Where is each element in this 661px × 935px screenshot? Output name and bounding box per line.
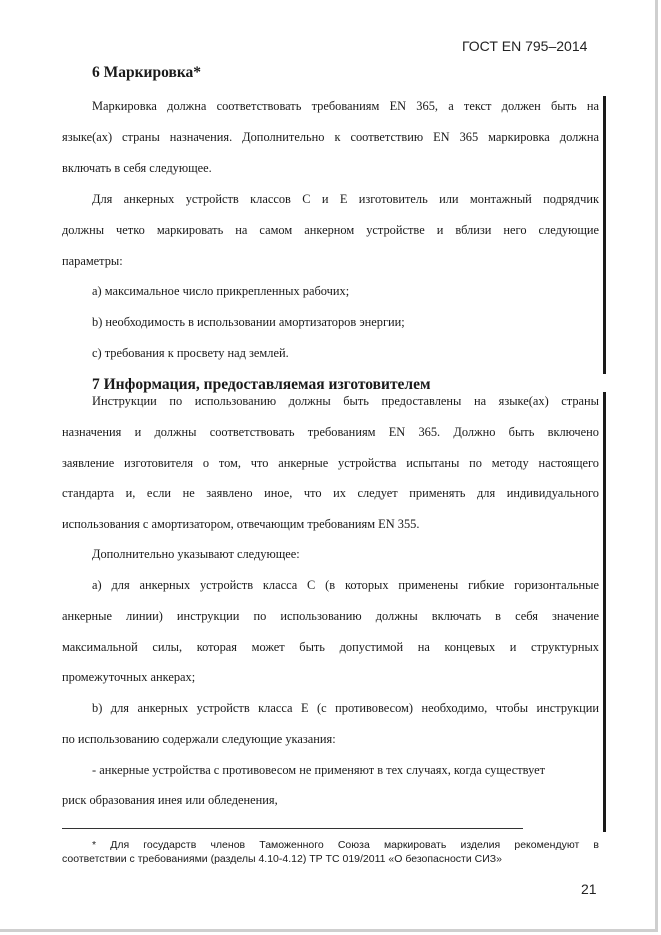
- paragraph-line: стандарта и, если не заявлено иное, что их следует применять для индивидуального: [62, 486, 599, 500]
- document-header: ГОСТ EN 795–2014: [462, 38, 588, 54]
- footnote-line: * Для государств членов Таможенного Союза маркировать изделия рекомендуют в: [92, 839, 599, 851]
- paragraph-line: заявление изготовителя о том, что анкерные устройства испытаны по методу настоящего: [62, 456, 599, 470]
- paragraph-line: включать в себя следующее.: [62, 161, 212, 175]
- paragraph-line: Инструкции по использованию должны быть предоставлены на языке(ах) страны: [92, 394, 599, 408]
- list-item: a) максимальное число прикрепленных рабочих;: [92, 284, 350, 298]
- change-bar: [603, 96, 606, 374]
- list-item-a: a) для анкерных устройств класса С (в которых применены гибкие горизонтальные: [92, 578, 599, 592]
- paragraph-line: Маркировка должна соответствовать требованиям EN 365, а текст должен быть на: [92, 99, 599, 113]
- list-item-a: анкерные линии) инструкции по использованию должны включать в себя значение: [62, 609, 599, 623]
- paragraph-line: параметры:: [62, 254, 123, 268]
- paragraph-line: использования с амортизатором, отвечающим требованиям EN 355.: [62, 517, 420, 531]
- footnote-line: соответствии с требованиями (разделы 4.10-4.12) ТР ТС 019/2011 «О безопасности СИЗ»: [62, 853, 502, 865]
- list-item-b: по использованию содержали следующие указания:: [62, 732, 336, 746]
- paragraph-line: должны четко маркировать на самом анкерном устройстве и вблизи него следующие: [62, 223, 599, 237]
- paragraph-line: назначения и должны соответствовать требованиям EN 365. Должно быть включено: [62, 425, 599, 439]
- dash-item: - анкерные устройства с противовесом не применяют в тех случаях, когда существует: [92, 763, 546, 777]
- list-item-b: b) для анкерных устройств класса Е (с противовесом) необходимо, чтобы инструкции: [92, 701, 599, 715]
- list-item-a: промежуточных анкерах;: [62, 670, 196, 684]
- section-6-heading: 6 Маркировка*: [92, 64, 202, 81]
- page-number: 21: [581, 881, 597, 897]
- paragraph-line: Для анкерных устройств классов С и Е изготовитель или монтажный подрядчик: [92, 192, 599, 206]
- section-7-heading: 7 Информация, предоставляемая изготовителем: [92, 376, 431, 393]
- dash-item: риск образования инея или обледенения,: [62, 793, 278, 807]
- list-item-a: максимальной силы, которая может быть допустимой на концевых и структурных: [62, 640, 599, 654]
- change-bar: [603, 392, 606, 832]
- footnote-rule: [62, 828, 523, 829]
- list-item: c) требования к просвету над землей.: [92, 346, 289, 360]
- paragraph-line: Дополнительно указывают следующее:: [92, 547, 300, 561]
- list-item: b) необходимость в использовании амортизаторов энергии;: [92, 315, 405, 329]
- paragraph-line: языке(ах) страны назначения. Дополнительно к соответствию EN 365 маркировка должна: [62, 130, 599, 144]
